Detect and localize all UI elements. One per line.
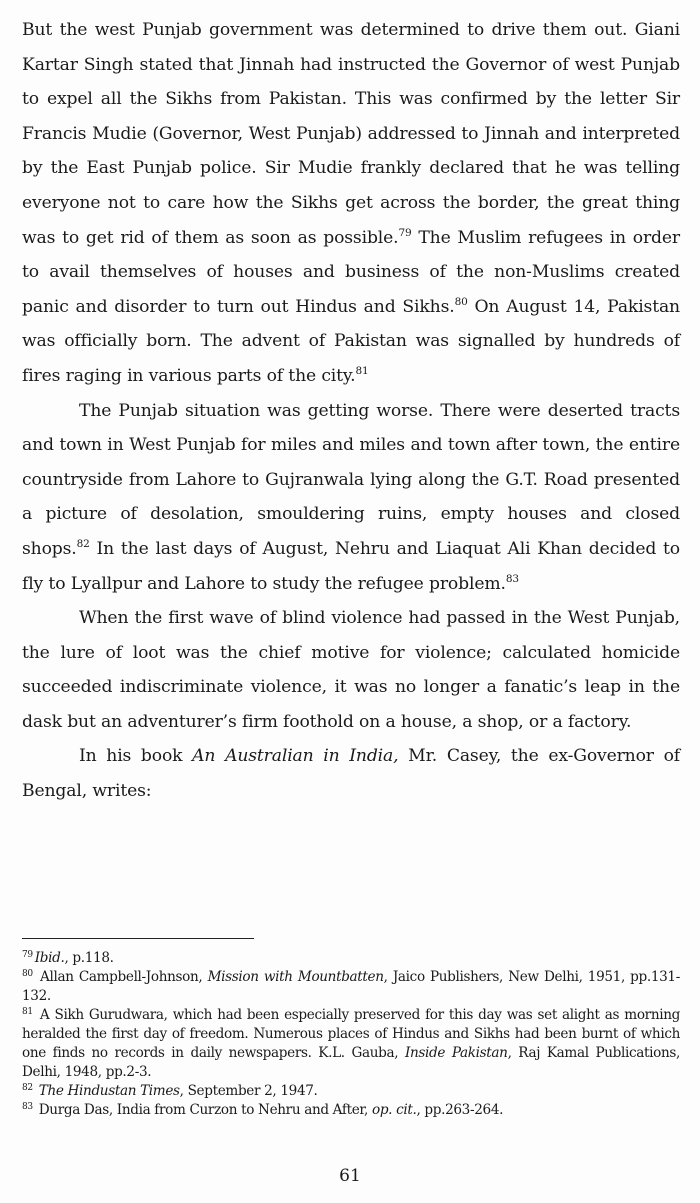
footnote-number: 79 bbox=[22, 950, 33, 960]
text-segment: The Punjab situation was getting worse. There were deserted tracts and town in West Punjab for miles and miles and town after town, the entire countryside from Lahore to Gujranwala lying along the G.T. Road presented a picture of desolation, smouldering ruins, empty houses and closed shops. bbox=[22, 400, 680, 559]
footnote-82 bbox=[22, 1082, 680, 1101]
footnote-number: 82 bbox=[22, 1083, 33, 1093]
main-text bbox=[22, 13, 680, 809]
footnote-number: 80 bbox=[22, 969, 33, 979]
page-number: 61 bbox=[339, 1166, 361, 1186]
footnote-italic: Ibid. bbox=[34, 950, 65, 966]
footnote-text: A Sikh Gurudwara, which had been especially preserved for this day was set alight as morning heralded the first day of freedom. Numerous places of Hindus and Sikhs had been burnt of which one finds no records in daily newspapers. K.L. Gauba, bbox=[22, 1007, 680, 1061]
footnote-number: 81 bbox=[22, 1007, 33, 1017]
footnote-text: , Raj Kamal Publications, Delhi, 1948, pp.2-3. bbox=[22, 1045, 680, 1080]
paragraph-1 bbox=[22, 13, 680, 394]
footnote-83 bbox=[22, 1101, 680, 1120]
footnote-text: , pp.263-264. bbox=[416, 1102, 504, 1118]
text-segment: When the first wave of blind violence had passed in the West Punjab, the lure of loot was the chief motive for violence; calculated homicide succeeded indiscriminate violence, it was no longer a fanatic’s leap in the dask but an adventurer’s firm foothold on a house, a shop, or a factory. bbox=[22, 608, 680, 732]
paragraph-4 bbox=[22, 739, 680, 808]
footnote-italic: The Hindustan Times bbox=[38, 1083, 180, 1099]
book-title: An Australian in India, bbox=[192, 746, 399, 767]
footnote-ref-79[interactable]: 79 bbox=[398, 226, 412, 239]
footnote-79 bbox=[22, 949, 680, 968]
footnote-80 bbox=[22, 968, 680, 1006]
footnote-ref-81[interactable]: 81 bbox=[355, 364, 369, 377]
footnote-separator bbox=[22, 938, 254, 939]
footnotes bbox=[22, 949, 680, 1120]
footnote-text: , September 2, 1947. bbox=[179, 1083, 318, 1099]
text-segment: But the west Punjab government was determined to drive them out. Giani Kartar Singh stated that Jinnah had instructed the Governor of west Punjab to expel all the Sikhs from Pakistan. This was confirmed by the letter Sir Francis Mudie (Governor, West Punjab) addressed to Jinnah and interpreted by the East Punjab police. Sir Mudie frankly declared that he was telling everyone not to care how the Sikhs get across the border, the great thing was to get rid of them as soon as possible. bbox=[22, 20, 680, 248]
text-segment: In the last days of August, Nehru and Liaquat Ali Khan decided to fly to Lyallpur and Lahore to study the refugee problem. bbox=[22, 538, 680, 594]
footnote-italic: op. cit. bbox=[371, 1102, 417, 1118]
footnote-text: , Jaico Publishers, New Delhi, 1951, pp.131-132. bbox=[22, 969, 680, 1004]
text-segment: In his book bbox=[79, 746, 193, 767]
footnote-text: , p.118. bbox=[64, 950, 114, 966]
page-body bbox=[22, 13, 680, 809]
footnote-ref-80[interactable]: 80 bbox=[454, 295, 468, 308]
footnote-number: 83 bbox=[22, 1102, 33, 1112]
text-segment: The Muslim refugees in order to avail themselves of houses and business of the non-Muslims created panic and disorder to turn out Hindus and Sikhs. bbox=[22, 227, 680, 317]
footnote-81 bbox=[22, 1006, 680, 1082]
footnote-text: Durga Das, India from Curzon to Nehru and After, bbox=[38, 1102, 372, 1118]
footnote-italic: Mission with Mountbatten bbox=[207, 969, 384, 985]
footnote-ref-83[interactable]: 83 bbox=[505, 572, 519, 585]
footnote-italic: Inside Pakistan bbox=[405, 1045, 508, 1061]
paragraph-3 bbox=[22, 601, 680, 739]
footnote-ref-82[interactable]: 82 bbox=[76, 537, 90, 550]
footnote-text: Allan Campbell-Johnson, bbox=[39, 969, 208, 985]
paragraph-2 bbox=[22, 394, 680, 602]
text-segment: On August 14, Pakistan was officially born. The advent of Pakistan was signalled by hundreds of fires raging in various parts of the city. bbox=[22, 296, 680, 386]
text-segment: Mr. Casey, the ex-Governor of Bengal, writes: bbox=[22, 746, 680, 802]
